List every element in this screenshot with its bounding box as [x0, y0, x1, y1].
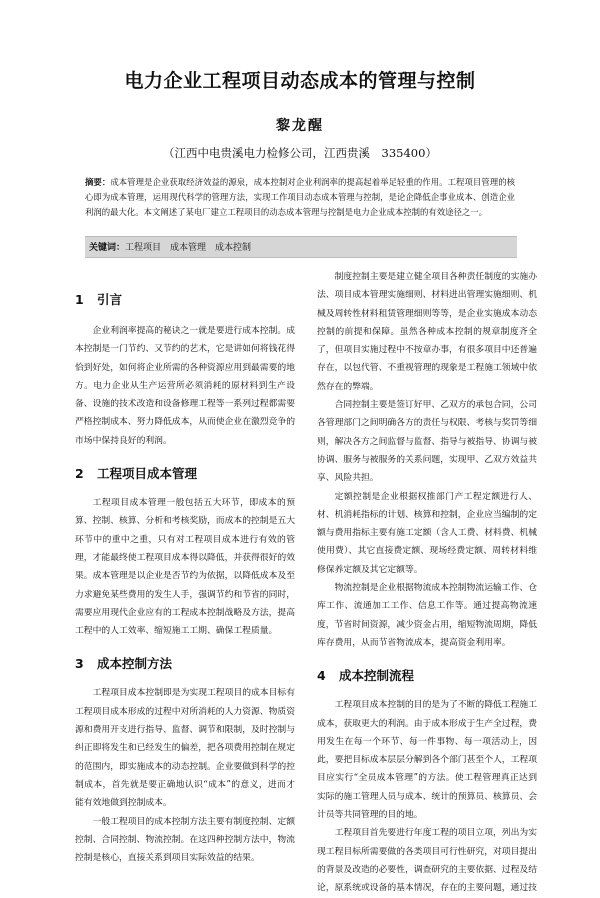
paragraph: 工程项目成本控制的目的是为了不断的降低工程施工成本，获取更大的利润。由于成本形成于生产全过程，费用发生在每一个环节、每一件事物、每一项活动上，因此，要把目标成本层层分解到各个部门甚至个人，工程项目应实行“全员成本管理”的方法。使工程管理真正达到实际的施工管理人员与成本、统计的预算员、核算员、会计员等共同管理的目的地。	[317, 700, 537, 821]
section-title: 工程项目成本管理	[97, 466, 198, 482]
section-number: 2	[75, 466, 84, 482]
paragraph: 合同控制主要是签订好甲、乙双方的承包合同，公司各管理部门之间明确各方的责任与权限、考核与奖罚等细则，解决各方之间监督与监督、指导与被指导、协调与被协调、服务与被服务的关系问题，实现甲、乙双方效益共享、风险共担。	[317, 400, 537, 484]
author-name: 黎龙醒	[276, 118, 324, 134]
section-4-heading	[317, 666, 537, 686]
section-number: 3	[75, 656, 84, 672]
section-number: 4	[317, 668, 326, 684]
left-column	[75, 268, 295, 867]
article-title: 电力企业工程项目动态成本的管理与控制	[124, 70, 476, 92]
section-number: 1	[75, 292, 84, 307]
paragraph: 工程项目首先要进行年度工程的项目立项，列出为实现工程目标所需要做的各类项目可行性研究，对项目提出的背景及改造的必要性，调查研究的主要依据、过程及结论，原系统或设备的基本情况，存在的主要问题，通过技	[317, 828, 537, 894]
keywords-text: 工程项目 成本管理 成本控制	[125, 243, 252, 253]
abstract-text: 成本管理是企业获取经济效益的源泉，成本控制对企业利润率的提高起着举足轻重的作用。工程项目管理的核心即为成本管理，运用现代科学的管理方法，实现工作项目动态成本管理与控制，是论企降低企事业成本、创造企业利润的最大化。本文阐述了某电厂建立工程项目的动态成本管理与控制是电力企业成本控制的有效途径之一。	[85, 177, 516, 217]
paragraph: 一般工程项目的成本控制方法主要有制度控制、定额控制、合同控制、物流控制。在这四种控制方法中，物流控制是核心，直接关系到项目实际效益的结果。	[75, 816, 295, 864]
section-1-heading	[75, 290, 295, 310]
paragraph: 工程项目成本控制即是为实现工程项目的成本目标有工程项目成本形成的过程中对所消耗的人力资源、物质资源和费用开支进行指导、监督、调节和限制，及时控制与纠正即将发生和已经发生的偏差，把各项费用控制在规定的范围内，即实施成本的动态控制。企业要做到科学的控制成本，首先就是要正确地认识“成本”的意义，进而才能有效地做到控制成本。	[75, 688, 295, 809]
abstract	[85, 175, 515, 220]
abstract-label: 摘要：	[85, 177, 111, 187]
section-title: 成本控制方法	[97, 656, 173, 672]
paragraph: 物流控制是企业根据物流成本控制物流运输工作、仓库工作、流通加工工作、信息工作等。通过提高物流速度，节省时间资源，减少资金占用，缩短物流周期，降低库存费用，从而节省物流成本，提高资金利用率。	[317, 583, 537, 648]
section-3-heading	[75, 654, 295, 674]
right-column	[317, 268, 537, 898]
section-title: 引言	[97, 292, 123, 307]
paragraph: 工程项目成本管理一般包括五大环节，即成本的预算、控制、核算、分析和考核奖励，而成本的控制是五大环节中的重中之重，只有对工程项目成本进行有效的管理，才能最终使工程项目成本得以降低，并获得很好的效果。成本管理是以企业是否节约为依据，以降低成本及至力求避免某些费用的发生人手，强调节约和节省的同时，需要应用现代企业应有的工程成本控制战略及方法，提高工程中的人工效率、缩短施工工期、确保工程质量。	[75, 498, 295, 637]
keywords-bar	[85, 236, 517, 258]
section-title: 成本控制流程	[339, 668, 415, 684]
section-2-heading	[75, 464, 295, 484]
keywords-label: 关键词：	[89, 243, 126, 253]
paragraph: 制度控制主要是建立健全项目各种责任制度的实施办法、项目成本管理实施细则、材料进出管理实施细则、机械及周转性材料租赁管理细则等等，是企业实施成本动态控制的前提和保障。虽然各种成本控制的规章制度齐全了，但项目实施过程中不按章办事，有很多项目中还普遍存在，以包代管、不重视管理的现象是工程施工领域中依然存在的弊端。	[317, 272, 537, 392]
author-affiliation: （江西中电贵溪电力检修公司，江西贵溪 335400）	[163, 146, 437, 160]
paragraph: 企业利润率提高的秘诀之一就是要进行成本控制。成本控制是一门节约、又节约的艺术，它是讲如何将钱花得恰到好处，如何将企业所需的各种资源应用到最需要的地方。电力企业从生产运营所必须消耗的原材料到生产设备、设施的技术改造和设备修理工程等一系列过程都需要严格控制成本、努力降低成本，从而使企业在激烈竞争的市场中保持良好的利润。	[75, 326, 295, 446]
paragraph: 定额控制是企业根据权推部门产工程定额进行人、材、机消耗指标的计划、核算和控制，企业应当编制的定额与费用指标主要有施工定额（含人工费、材料费、机械使用费）、其它直接费定额、现场经费定额、周转材料维修保养定额及其它定额等。	[317, 491, 537, 575]
